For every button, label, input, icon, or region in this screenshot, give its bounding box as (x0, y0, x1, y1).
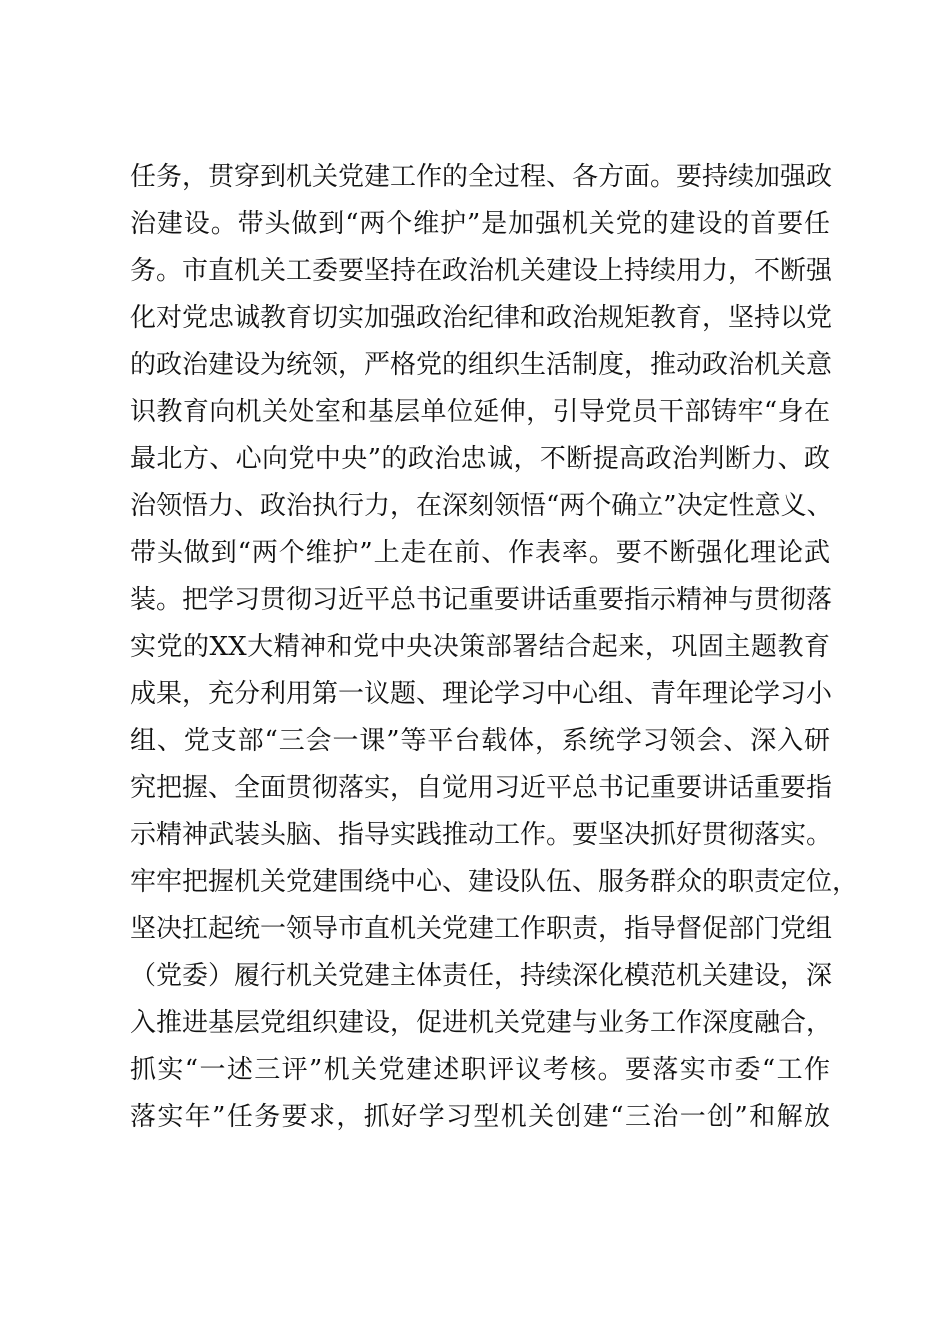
text-line: 入推进基层党组织建设，促进机关党建与业务工作深度融合， (130, 1008, 833, 1038)
text-line: 化对党忠诚教育切实加强政治纪律和政治规矩教育，坚持以党 (130, 303, 833, 333)
text-line: 坚决扛起统一领导市直机关党建工作职责，指导督促部门党组 (130, 914, 833, 944)
text-line: 牢牢把握机关党建围绕中心、建设队伍、服务群众的职责定位， (130, 867, 859, 897)
text-line: 装。把学习贯彻习近平总书记重要讲话重要指示精神与贯彻落 (130, 585, 833, 615)
text-line: 务。市直机关工委要坚持在政治机关建设上持续用力，不断强 (130, 256, 833, 286)
text-line: 成果，充分利用第一议题、理论学习中心组、青年理论学习小 (130, 679, 833, 709)
text-line: 治领悟力、政治执行力，在深刻领悟“两个确立”决定性意义、 (130, 491, 833, 521)
text-line: 示精神武装头脑、指导实践推动工作。要坚决抓好贯彻落实。 (130, 820, 833, 850)
text-line: 落实年”任务要求，抓好学习型机关创建“三治一创”和解放 (130, 1102, 830, 1132)
text-line: 识教育向机关处室和基层单位延伸，引导党员干部铸牢“身在 (130, 397, 830, 427)
text-line: 任务，贯穿到机关党建工作的全过程、各方面。要持续加强政 (130, 162, 833, 192)
text-line: 带头做到“两个维护”上走在前、作表率。要不断强化理论武 (130, 538, 830, 568)
text-line: 实党的XX大精神和党中央决策部署结合起来，巩固主题教育 (130, 632, 830, 662)
body-paragraph (130, 154, 859, 1141)
text-line: 最北方、心向党中央”的政治忠诚，不断提高政治判断力、政 (130, 444, 830, 474)
text-line: 治建设。带头做到“两个维护”是加强机关党的建设的首要任 (130, 209, 830, 239)
text-line: 的政治建设为统领，严格党的组织生活制度，推动政治机关意 (130, 350, 833, 380)
text-line: 究把握、全面贯彻落实，自觉用习近平总书记重要讲话重要指 (130, 773, 833, 803)
text-line: 抓实“一述三评”机关党建述职评议考核。要落实市委“工作 (130, 1055, 830, 1085)
text-line: （党委）履行机关党建主体责任，持续深化模范机关建设，深 (130, 961, 833, 991)
text-line: 组、党支部“三会一课”等平台载体，系统学习领会、深入研 (130, 726, 830, 756)
